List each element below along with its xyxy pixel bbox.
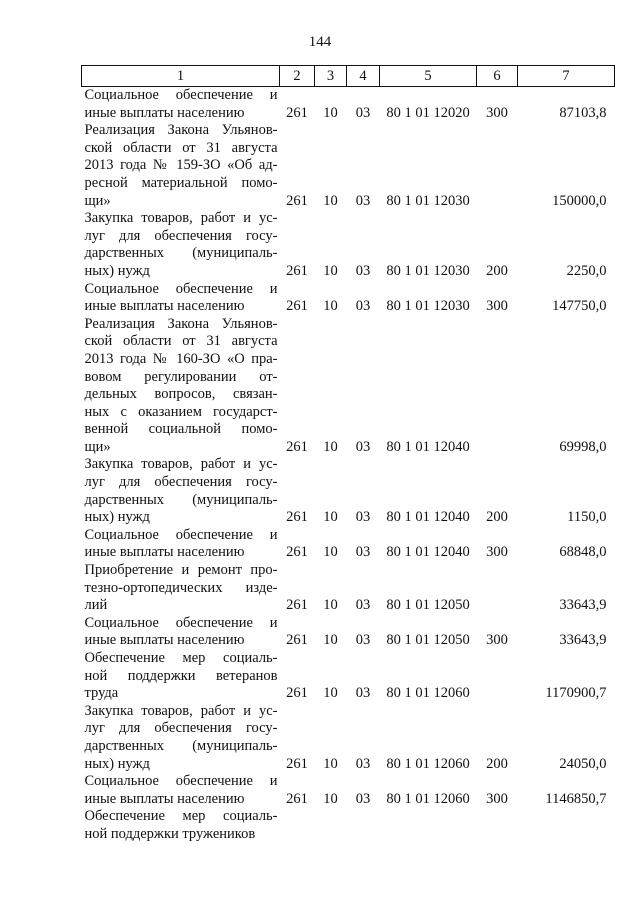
cell-subsection: 03 (355, 104, 371, 121)
description-line: 2013 года № 160-ЗО «О пра- (84, 350, 278, 367)
description-line: венной социальной помо- (84, 421, 278, 438)
header-col-7: 7 (518, 66, 615, 87)
cell-admin-code: 261 (286, 755, 308, 772)
description-line: Закупка товаров, работ и ус- (84, 456, 278, 473)
description-line: дарственных (муниципаль- (84, 245, 278, 262)
row-description (82, 456, 280, 526)
table-row (82, 122, 615, 210)
table-row (82, 703, 615, 773)
description-line: Реализация Закона Ульянов- (84, 315, 278, 332)
description-line: Социальное обеспечение и (84, 280, 278, 297)
description-line: Обеспечение мер социаль- (84, 808, 278, 825)
description-line: лий (84, 597, 108, 614)
cell-expense-type (477, 650, 518, 703)
description-line: Социальное обеспечение и (84, 87, 278, 103)
description-line: щи» (84, 192, 111, 209)
cell-section: 10 (323, 790, 338, 807)
cell-admin-code: 261 (286, 438, 308, 455)
table-row (82, 562, 615, 615)
cell-expense-type: 300 (486, 790, 508, 807)
cell-amount: 1150,0 (567, 509, 607, 526)
header-row (82, 66, 615, 87)
cell-section: 10 (323, 262, 338, 279)
table-row (82, 210, 615, 280)
header-col-5: 5 (380, 66, 477, 87)
cell-amount: 33643,9 (559, 597, 607, 614)
cell-amount: 147750,0 (552, 298, 607, 315)
cell-section: 10 (323, 597, 338, 614)
cell-subsection: 03 (355, 509, 371, 526)
cell-section: 10 (323, 298, 338, 315)
cell-expense-type: 300 (486, 104, 508, 121)
cell-expense-type: 300 (486, 544, 508, 561)
cell-amount: 1170900,7 (545, 685, 607, 702)
cell-target-article: 80 1 01 12060 (386, 755, 470, 772)
cell-subsection: 03 (355, 544, 371, 561)
table-row (82, 773, 615, 808)
description-line: луг для обеспечения госу- (84, 474, 278, 491)
cell-admin-code: 261 (286, 262, 308, 279)
table-row (82, 316, 615, 457)
description-line: Закупка товаров, работ и ус- (84, 702, 278, 719)
description-line: иные выплаты населению (84, 104, 245, 121)
header-col-6: 6 (477, 66, 518, 87)
header-col-1: 1 (82, 66, 280, 87)
cell-target-article: 80 1 01 12060 (386, 790, 470, 807)
description-line: Социальное обеспечение и (84, 526, 278, 543)
row-description (82, 122, 280, 210)
cell-amount: 87103,8 (559, 104, 607, 121)
description-line: ных) нужд (84, 509, 150, 526)
table-row (82, 281, 615, 316)
description-line: иные выплаты населению (84, 544, 245, 561)
cell-admin-code (280, 808, 315, 843)
cell-subsection: 03 (355, 755, 371, 772)
cell-amount: 33643,9 (559, 632, 607, 649)
cell-subsection: 03 (355, 192, 371, 209)
cell-subsection: 03 (355, 298, 371, 315)
row-description (82, 650, 280, 703)
header-col-3: 3 (315, 66, 347, 87)
cell-target-article (380, 808, 477, 843)
cell-admin-code: 261 (286, 632, 308, 649)
cell-expense-type: 300 (486, 632, 508, 649)
cell-amount: 24050,0 (559, 755, 607, 772)
description-line: иные выплаты населению (84, 298, 245, 315)
budget-table (81, 65, 615, 844)
description-line: дарственных (муниципаль- (84, 737, 278, 754)
cell-expense-type: 200 (486, 755, 508, 772)
cell-amount: 2250,0 (566, 262, 607, 279)
cell-section: 10 (323, 104, 338, 121)
table-row (82, 650, 615, 703)
description-line: иные выплаты населению (84, 632, 245, 649)
cell-admin-code: 261 (286, 298, 308, 315)
cell-target-article: 80 1 01 12030 (386, 192, 470, 209)
description-line: ных) нужд (84, 755, 150, 772)
row-description (82, 87, 280, 123)
cell-admin-code: 261 (286, 104, 308, 121)
description-line: луг для обеспечения госу- (84, 227, 278, 244)
description-line: 2013 года № 159-ЗО «Об ад- (84, 157, 278, 174)
cell-subsection: 03 (355, 790, 371, 807)
cell-amount: 150000,0 (552, 192, 607, 209)
cell-admin-code: 261 (286, 544, 308, 561)
row-description (82, 281, 280, 316)
cell-subsection: 03 (355, 262, 371, 279)
description-line: ной поддержки тружеников (84, 825, 256, 842)
cell-target-article: 80 1 01 12050 (386, 597, 470, 614)
table-row (82, 808, 615, 843)
description-line: ной поддержки ветеранов (84, 667, 278, 684)
description-line: труда (84, 685, 119, 702)
description-line: ской области от 31 августа (84, 333, 278, 350)
cell-section: 10 (323, 438, 338, 455)
cell-target-article: 80 1 01 12020 (386, 104, 470, 121)
table-row (82, 456, 615, 526)
description-line: Социальное обеспечение и (84, 614, 278, 631)
cell-amount: 68848,0 (559, 544, 607, 561)
row-description (82, 808, 280, 843)
cell-subsection: 03 (355, 685, 371, 702)
row-description (82, 316, 280, 457)
cell-expense-type: 200 (486, 262, 508, 279)
table-row (82, 527, 615, 562)
row-description (82, 562, 280, 615)
description-line: ных) нужд (84, 262, 150, 279)
description-line: Реализация Закона Ульянов- (84, 122, 278, 139)
table-row (82, 615, 615, 650)
cell-target-article: 80 1 01 12030 (386, 298, 470, 315)
table-row (82, 87, 615, 123)
page-number: 144 (308, 34, 332, 50)
cell-amount (518, 808, 615, 843)
cell-subsection: 03 (355, 438, 371, 455)
cell-target-article: 80 1 01 12040 (386, 438, 470, 455)
cell-expense-type (477, 562, 518, 615)
row-description (82, 615, 280, 650)
cell-target-article: 80 1 01 12030 (386, 262, 470, 279)
cell-expense-type: 200 (486, 509, 508, 526)
description-line: дельных вопросов, связан- (84, 386, 278, 403)
cell-section: 10 (323, 685, 338, 702)
row-description (82, 210, 280, 280)
cell-subsection: 03 (355, 597, 371, 614)
row-description (82, 773, 280, 808)
description-line: ных с оказанием государст- (84, 403, 278, 420)
cell-admin-code: 261 (286, 790, 308, 807)
cell-target-article: 80 1 01 12060 (386, 685, 470, 702)
description-line: дарственных (муниципаль- (84, 491, 278, 508)
cell-admin-code: 261 (286, 597, 308, 614)
description-line: Приобретение и ремонт про- (84, 562, 278, 579)
table-body (82, 87, 615, 844)
description-line: ской области от 31 августа (84, 139, 278, 156)
description-line: луг для обеспечения госу- (84, 720, 278, 737)
description-line: тезно-ортопедических изде- (84, 579, 278, 596)
description-line: Закупка товаров, работ и ус- (84, 210, 278, 227)
description-line: иные выплаты населению (84, 790, 245, 807)
description-line: щи» (84, 438, 111, 455)
row-description (82, 527, 280, 562)
description-line: вовом регулировании от- (84, 368, 278, 385)
cell-admin-code: 261 (286, 192, 308, 209)
cell-section (315, 808, 347, 843)
header-col-2: 2 (280, 66, 315, 87)
cell-expense-type (477, 122, 518, 210)
cell-section: 10 (323, 192, 338, 209)
description-line: Обеспечение мер социаль- (84, 650, 278, 666)
cell-section: 10 (323, 632, 338, 649)
cell-target-article: 80 1 01 12040 (386, 544, 470, 561)
cell-admin-code: 261 (286, 685, 308, 702)
description-line: Социальное обеспечение и (84, 773, 278, 790)
cell-section: 10 (323, 509, 338, 526)
cell-target-article: 80 1 01 12040 (386, 509, 470, 526)
cell-target-article: 80 1 01 12050 (386, 632, 470, 649)
row-description (82, 703, 280, 773)
cell-amount: 69998,0 (559, 438, 607, 455)
table-header (82, 66, 615, 87)
cell-section: 10 (323, 544, 338, 561)
cell-expense-type (477, 316, 518, 457)
cell-admin-code: 261 (286, 509, 308, 526)
cell-amount: 1146850,7 (545, 790, 607, 807)
cell-subsection: 03 (355, 632, 371, 649)
cell-expense-type: 300 (486, 298, 508, 315)
description-line: ресной материальной помо- (84, 174, 278, 191)
cell-expense-type (477, 808, 518, 843)
cell-section: 10 (323, 755, 338, 772)
cell-subsection (347, 808, 380, 843)
header-col-4: 4 (347, 66, 380, 87)
